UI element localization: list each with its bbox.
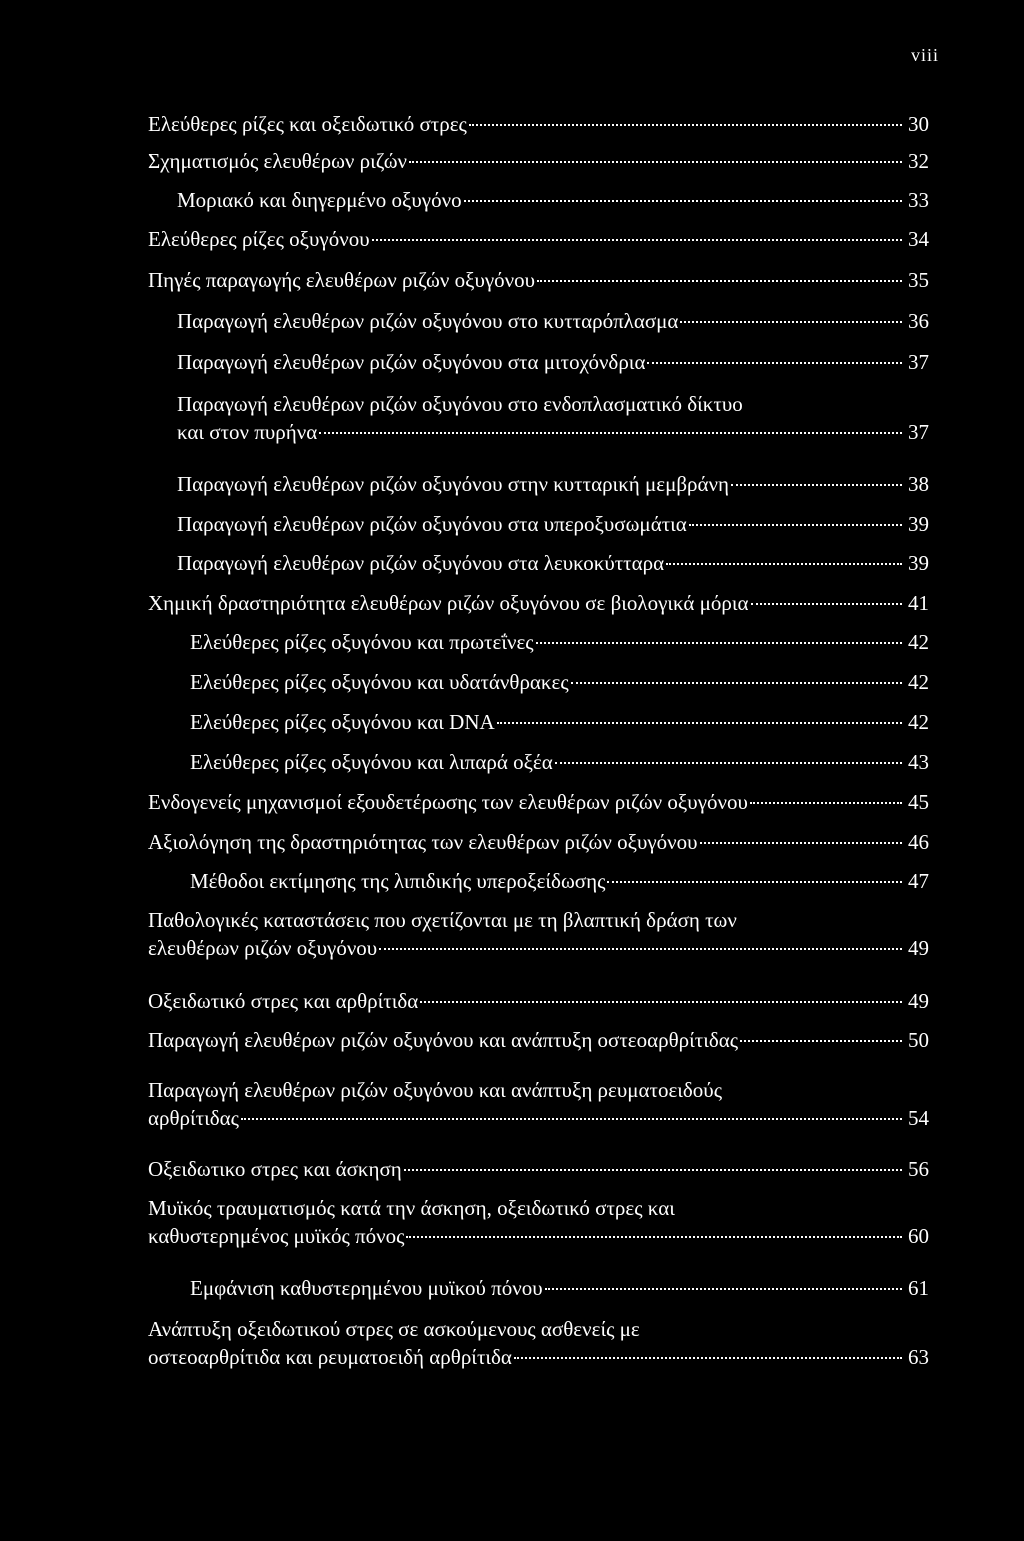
toc-entry-title: Παραγωγή ελευθέρων ριζών οξυγόνου στα υπεροξυσωμάτια <box>177 512 687 536</box>
toc-entry-page: 41 <box>908 591 929 615</box>
leader-dots <box>545 1287 902 1290</box>
toc-entry-page: 43 <box>908 750 929 774</box>
toc-entry-page: 61 <box>908 1276 929 1300</box>
leader-dots <box>409 160 902 163</box>
leader-dots <box>689 523 902 526</box>
toc-entry-title: Παραγωγή ελευθέρων ριζών οξυγόνου στα μιτοχόνδρια <box>177 350 646 374</box>
toc-entry-page: 49 <box>908 936 929 960</box>
leader-dots <box>571 681 902 684</box>
toc-entry-title: οστεοαρθρίτιδα και ρευματοειδή αρθρίτιδα <box>148 1345 512 1369</box>
toc-entry-title: Παραγωγή ελευθέρων ριζών οξυγόνου στην κυτταρική μεμβράνη <box>177 472 729 496</box>
leader-dots <box>750 801 902 804</box>
leader-dots <box>731 483 902 486</box>
toc-entry-title: Ενδογενείς μηχανισμοί εξουδετέρωσης των ελευθέρων ριζών οξυγόνου <box>148 790 748 814</box>
toc-entry-page: 34 <box>908 227 929 251</box>
leader-dots <box>751 602 902 605</box>
toc-entry-title-line1: Παραγωγή ελευθέρων ριζών οξυγόνου και ανάπτυξη ρευματοειδούς <box>148 1078 723 1102</box>
toc-entry-title: Μέθοδοι εκτίμησης της λιπιδικής υπεροξείδωσης <box>190 869 606 893</box>
toc-entry-title: Χημική δραστηριότητα ελευθέρων ριζών οξυγόνου σε βιολογικά μόρια <box>148 591 749 615</box>
leader-dots <box>555 761 902 764</box>
toc-entry-page: 32 <box>908 149 929 173</box>
leader-dots <box>740 1039 902 1042</box>
toc-entry-page: 37 <box>908 350 929 374</box>
toc-entry-title: Ελεύθερες ρίζες οξυγόνου και λιπαρά οξέα <box>190 750 553 774</box>
toc-entry-title: Σχηματισμός ελευθέρων ριζών <box>148 149 408 173</box>
leader-dots <box>420 1000 902 1003</box>
toc-entry-title: Μοριακό και διηγερμένο οξυγόνο <box>177 188 462 212</box>
toc-entry-title-line1: Ανάπτυξη οξειδωτικού στρες σε ασκούμενους ασθενείς με <box>148 1317 640 1341</box>
toc-entry-page: 54 <box>908 1106 929 1130</box>
leader-dots <box>404 1168 902 1171</box>
leader-dots <box>379 947 902 950</box>
toc-entry-title: Εμφάνιση καθυστερημένου μυϊκού πόνου <box>190 1276 543 1300</box>
page-number: viii <box>910 45 939 65</box>
leader-dots <box>647 361 902 364</box>
toc-entry-title: Ελεύθερες ρίζες και οξειδωτικό στρες <box>148 112 467 136</box>
toc-entry-title: Οξειδωτικό στρες και αρθρίτιδα <box>148 989 419 1013</box>
toc-entry-page: 50 <box>908 1028 929 1052</box>
leader-dots <box>666 562 902 565</box>
toc-entry-page: 60 <box>908 1224 929 1248</box>
leader-dots <box>700 841 902 844</box>
toc-entry-title: Ελεύθερες ρίζες οξυγόνου και DNA <box>190 710 495 734</box>
toc-entry-page: 42 <box>908 630 929 654</box>
leader-dots <box>514 1356 902 1359</box>
toc-entry-title: Πηγές παραγωγής ελευθέρων ριζών οξυγόνου <box>148 268 536 292</box>
toc-entry-title: αρθρίτιδας <box>148 1106 239 1130</box>
leader-dots <box>406 1235 902 1238</box>
toc-entry-page: 45 <box>908 790 929 814</box>
toc-entry-page: 39 <box>908 551 929 575</box>
toc-entry-page: 56 <box>908 1157 929 1181</box>
toc-entry-page: 33 <box>908 188 929 212</box>
toc-entry-title: καθυστερημένος μυϊκός πόνος <box>148 1224 405 1248</box>
toc-entry-title: Παραγωγή ελευθέρων ριζών οξυγόνου στο κυτταρόπλασμα <box>177 309 679 333</box>
toc-entry-title: Ελεύθερες ρίζες οξυγόνου και πρωτεΐνες <box>190 630 534 654</box>
toc-entry-page: 63 <box>908 1345 929 1369</box>
toc-entry-title: και στον πυρήνα <box>177 420 318 444</box>
toc-entry-page: 36 <box>908 309 929 333</box>
toc-entry-title: Παραγωγή ελευθέρων ριζών οξυγόνου και ανάπτυξη οστεοαρθρίτιδας <box>148 1028 739 1052</box>
toc-entry-page: 46 <box>908 830 929 854</box>
toc-entry-title: Ελεύθερες ρίζες οξυγόνου και υδατάνθρακες <box>190 670 569 694</box>
leader-dots <box>607 880 902 883</box>
leader-dots <box>319 431 902 434</box>
leader-dots <box>469 123 902 126</box>
leader-dots <box>537 279 902 282</box>
toc-entry-title: Αξιολόγηση της δραστηριότητας των ελευθέρων ριζών οξυγόνου <box>148 830 698 854</box>
toc-entry-page: 38 <box>908 472 929 496</box>
toc-entry-title-line1: Παραγωγή ελευθέρων ριζών οξυγόνου στο ενδοπλασματικό δίκτυο <box>177 392 743 416</box>
toc-entry-page: 37 <box>908 420 929 444</box>
leader-dots <box>680 320 902 323</box>
leader-dots <box>464 199 902 202</box>
toc-entry-page: 49 <box>908 989 929 1013</box>
toc-entry-title: Ελεύθερες ρίζες οξυγόνου <box>148 227 370 251</box>
toc-entry-page: 42 <box>908 710 929 734</box>
toc-entry-title-line1: Μυϊκός τραυματισμός κατά την άσκηση, οξειδωτικό στρες και <box>148 1196 675 1220</box>
toc-entry-page: 47 <box>908 869 929 893</box>
toc-entry-page: 39 <box>908 512 929 536</box>
toc-entry-title: ελευθέρων ριζών οξυγόνου <box>148 936 378 960</box>
toc-entry-page: 42 <box>908 670 929 694</box>
leader-dots <box>372 238 902 241</box>
leader-dots <box>497 721 902 724</box>
leader-dots <box>241 1117 902 1120</box>
toc-entry-page: 30 <box>908 112 929 136</box>
toc-entry-title: Οξειδωτικο στρες και άσκηση <box>148 1157 402 1181</box>
leader-dots <box>536 641 902 644</box>
toc-entry-title-line1: Παθολογικές καταστάσεις που σχετίζονται με τη βλαπτική δράση των <box>148 908 737 932</box>
toc-entry-page: 35 <box>908 268 929 292</box>
toc-entry-title: Παραγωγή ελευθέρων ριζών οξυγόνου στα λευκοκύτταρα <box>177 551 665 575</box>
